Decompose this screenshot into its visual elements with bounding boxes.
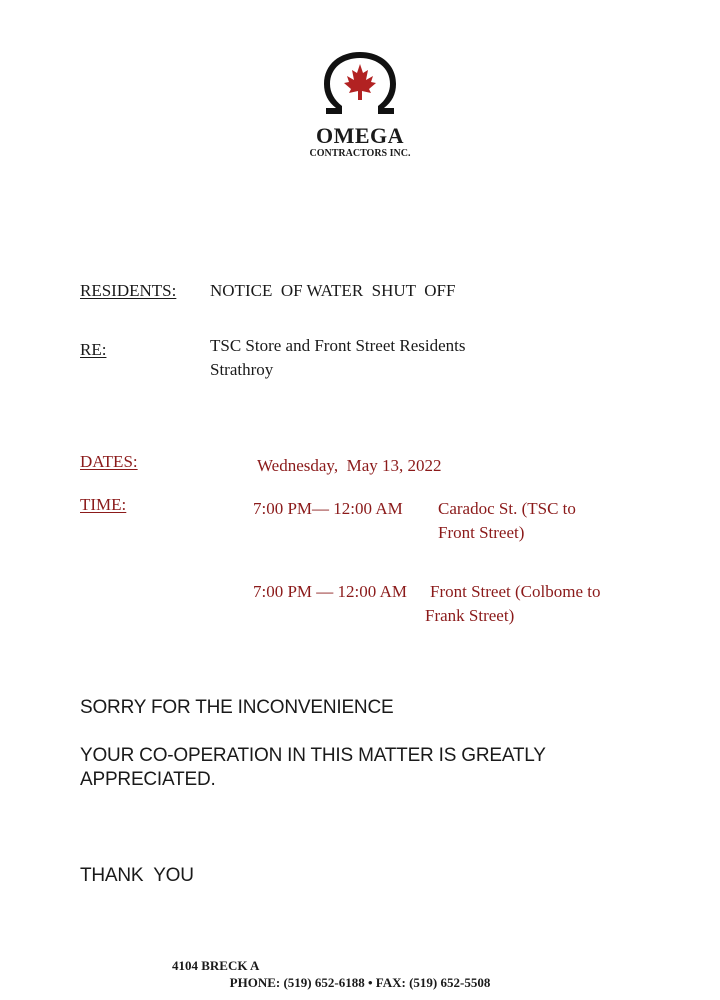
apology-text: SORRY FOR THE INCONVENIENCE [80, 697, 394, 718]
re-line-1: TSC Store and Front Street Residents [210, 336, 466, 355]
location-2-line-2: Frank Street) [425, 606, 515, 625]
re-label: RE: [80, 340, 107, 359]
company-logo [260, 48, 460, 160]
date-value: Wednesday, May 13, 2022 [257, 456, 442, 475]
company-name: OMEGA [315, 123, 405, 148]
omega-maple-leaf-icon [320, 48, 400, 120]
location-2-line-1: Front Street (Colbome to [430, 582, 601, 601]
cooperation-line-1: YOUR CO-OPERATION IN THIS MATTER IS GREATLY [80, 745, 546, 766]
time-range-1: 7:00 PM— 12:00 AM [253, 499, 403, 518]
footer-address: 4104 BRECK A [172, 958, 260, 973]
residents-value: NOTICE OF WATER SHUT OFF [210, 281, 456, 300]
dates-label: DATES: [80, 452, 138, 471]
company-subtitle: CONTRACTORS INC. [309, 148, 411, 159]
thank-you-text: THANK YOU [80, 865, 194, 886]
location-1-line-2: Front Street) [438, 523, 525, 542]
footer-phone-fax: PHONE: (519) 652-6188 • FAX: (519) 652-5508 [229, 975, 491, 990]
location-1-line-1: Caradoc St. (TSC to [438, 499, 576, 518]
time-range-2: 7:00 PM — 12:00 AM [253, 582, 407, 601]
cooperation-line-2: APPRECIATED. [80, 769, 216, 790]
time-label: TIME: [80, 495, 127, 514]
re-line-2: Strathroy [210, 360, 274, 379]
residents-label: RESIDENTS: [80, 281, 177, 300]
